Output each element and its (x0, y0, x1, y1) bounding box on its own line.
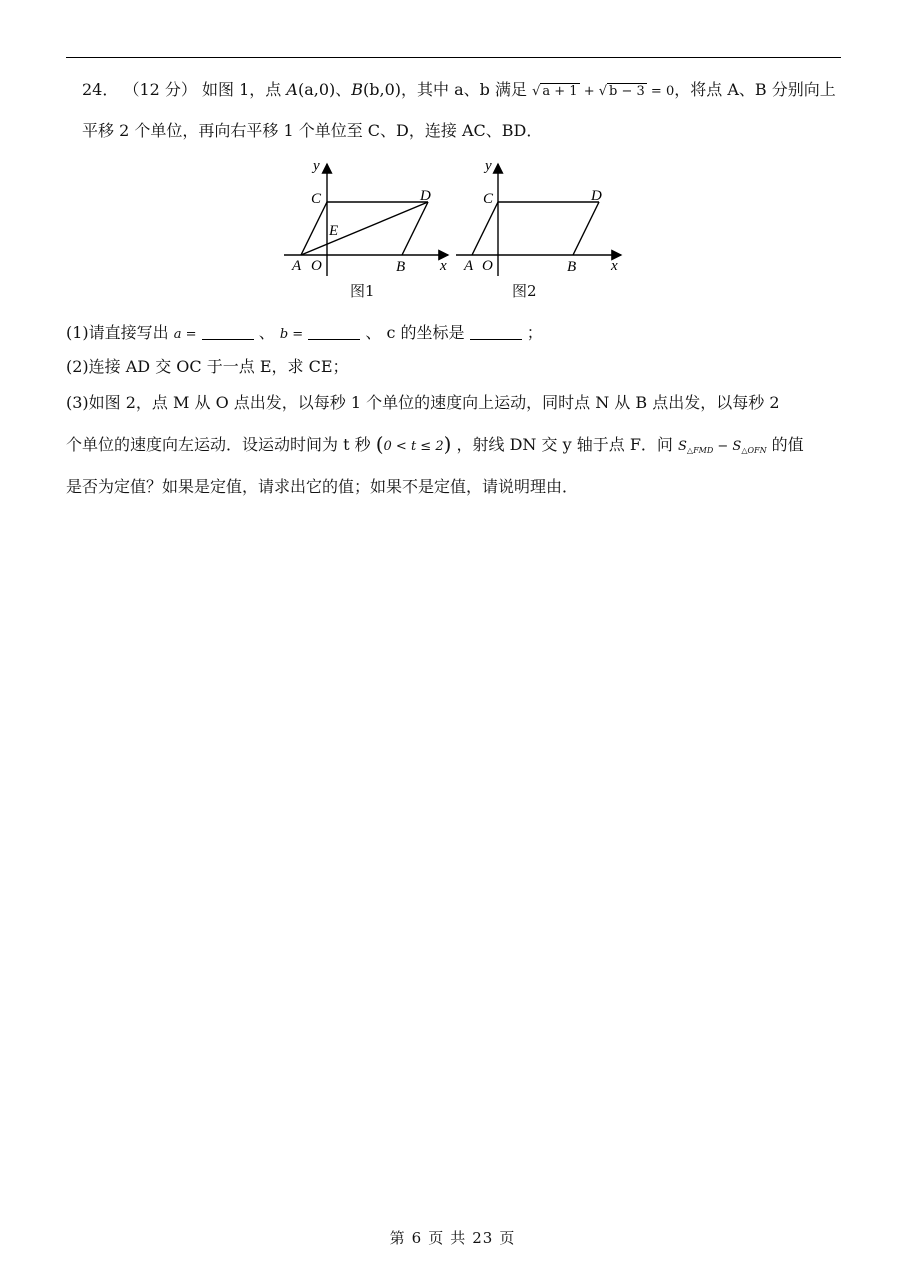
part-1-end: ； (526, 323, 543, 342)
part-3-text-c: 的值 (771, 435, 804, 454)
condition-equation: √ a + 1 + √ b − 3 = 0 (532, 84, 675, 99)
figure-2 (456, 164, 621, 276)
problem-line-1 (82, 79, 836, 103)
c-coordinate-text: c 的坐标是 (386, 323, 465, 342)
figures (280, 158, 630, 308)
fig1-label-c: C (311, 191, 322, 207)
fig1-label-y: y (313, 158, 320, 174)
part-1-sep-2: 、 (365, 323, 382, 342)
part-1-prefix: (1)请直接写出 (66, 323, 169, 342)
fig1-label-x: x (440, 258, 447, 274)
fig1-label-a: A (292, 258, 302, 274)
fig1-label-e: E (329, 223, 339, 239)
part-2: (2)连接 AD 交 OC 于一点 E，求 CE； (66, 357, 349, 376)
intro-text-1: 如图 1，点 (202, 80, 282, 99)
figure-2-caption: 图2 (512, 282, 537, 300)
part-3-line-1: (3)如图 2，点 M 从 O 点出发，以每秒 1 个单位的速度向上运动，同时点 N 从 B 点出发，以每秒 2 (66, 393, 780, 412)
part-1 (66, 322, 543, 346)
fig2-label-o: O (482, 258, 493, 274)
fig2-label-d: D (591, 188, 602, 204)
intro-text-2: ，其中 a、b 满足 (401, 80, 527, 99)
figure-diagrams (280, 158, 630, 308)
point-b: B (351, 80, 364, 99)
b-label: b = (279, 327, 304, 342)
fig2-segment-ac (472, 202, 498, 255)
fig1-segment-ac (301, 202, 327, 255)
answer-blank-a[interactable] (202, 323, 254, 340)
fig2-label-y: y (485, 158, 492, 174)
fig2-label-a: A (464, 258, 474, 274)
fig1-label-b: B (396, 259, 406, 275)
figure-1-caption: 图1 (350, 282, 375, 300)
part-3-text-b: ，射线 DN 交 y 轴于点 F．问 (456, 435, 673, 454)
point-a: A (286, 80, 298, 99)
fig1-label-d: D (420, 188, 431, 204)
part-3-text-a: 个单位的速度向左运动．设运动时间为 t 秒 (66, 435, 371, 454)
problem-line-2: 平移 2 个单位，再向右平移 1 个单位至 C、D，连接 AC、BD． (82, 121, 543, 140)
fig2-segment-db (573, 202, 599, 255)
figure-1 (284, 164, 448, 276)
part-1-sep: 、 (258, 323, 275, 342)
time-range: 0 < t ≤ 2 (383, 439, 444, 454)
a-label: a = (173, 327, 197, 342)
fig1-label-o: O (311, 258, 322, 274)
part-3-line-2: 个单位的速度向左运动．设运动时间为 t 秒 (0 < t ≤ 2) ，射线 DN 交 y 轴于点 F．问 $S_{\triangle FMD} - S_{\triangle OFN}$ 的值 (66, 432, 804, 456)
fig2-label-c: C (483, 191, 494, 207)
fig1-segment-db (402, 202, 428, 255)
area-expression: $S_{\triangle FMD} - S_{\triangle OFN}$ (678, 439, 767, 455)
page-number: 6 (411, 1229, 423, 1247)
intro-text-3: ，将点 A、B 分别向上 (674, 80, 836, 99)
page-footer: 第 6 页 共 23 页 (389, 1229, 516, 1247)
answer-blank-b[interactable] (308, 323, 360, 340)
fig2-label-x: x (611, 258, 618, 274)
problem-score: （12 分） (123, 80, 197, 99)
problem-number: 24． (82, 80, 119, 99)
fig1-segment-ad (301, 202, 428, 255)
point-a-coord: (a,0) (297, 80, 336, 99)
header-rule (66, 57, 841, 58)
point-b-coord: (b,0) (363, 80, 402, 99)
fig2-label-b: B (567, 259, 577, 275)
answer-blank-c[interactable] (470, 323, 522, 340)
part-3-line-3: 是否为定值？如果是定值，请求出它的值；如果不是定值，请说明理由． (66, 477, 579, 496)
separator: 、 (335, 80, 352, 99)
total-pages: 23 (472, 1229, 494, 1247)
